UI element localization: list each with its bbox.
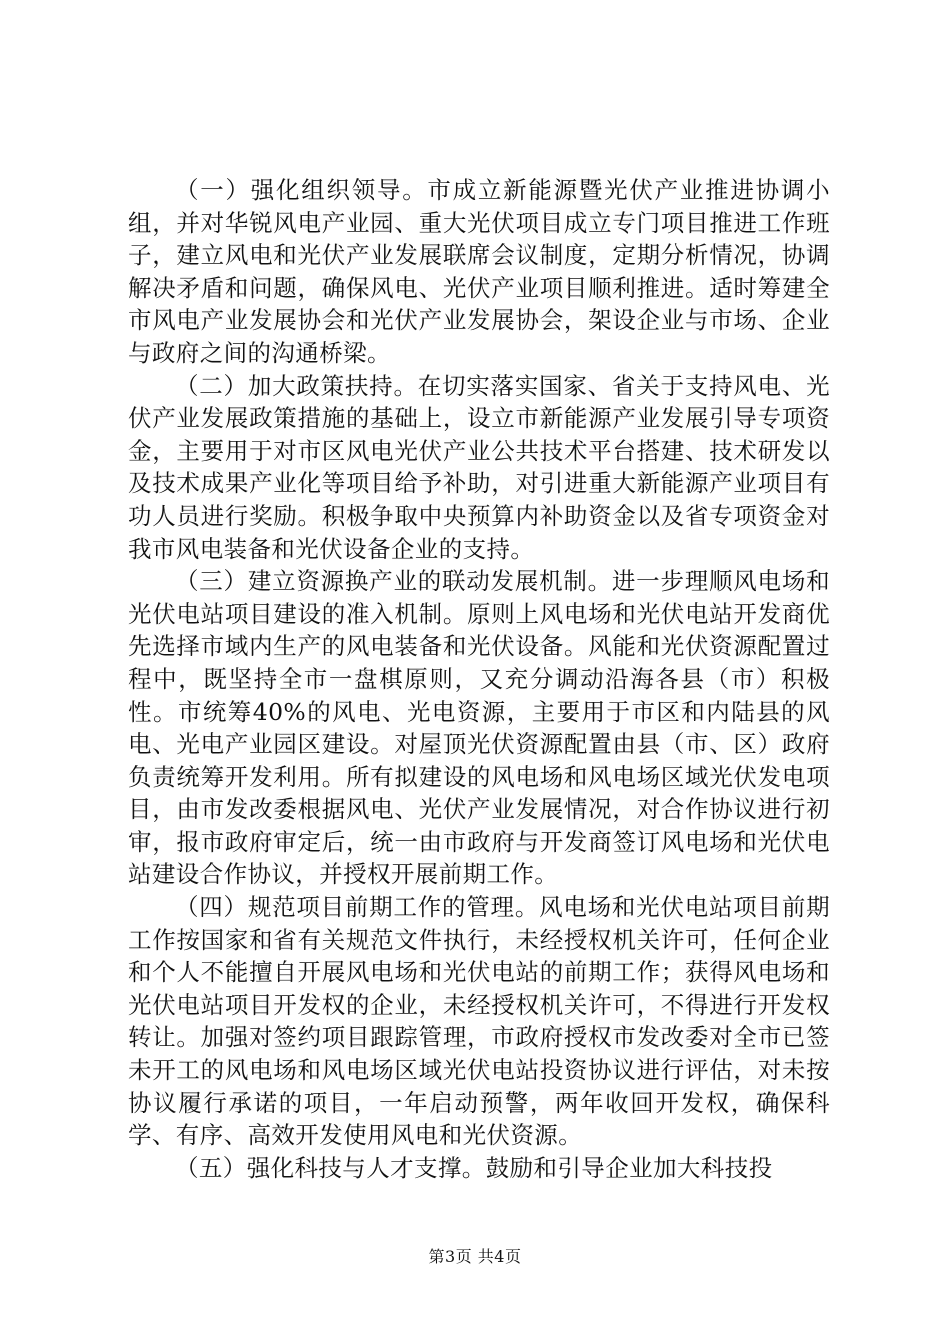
paragraph-organization-leadership: （一）强化组织领导。市成立新能源暨光伏产业推进协调小组，并对华锐风电产业园、重大光伏项目成立专门项目推进工作班子，建立风电和光伏产业发展联席会议制度，定期分析情况，协调解决矛盾和问题，确保风电、光伏产业项目顺利推进。适时筹建全市风电产业发展协会和光伏产业发展协会，架设企业与市场、企业与政府之间的沟通桥梁。	[128, 176, 830, 367]
paragraph-policy-support: （二）加大政策扶持。在切实落实国家、省关于支持风电、光伏产业发展政策措施的基础上，设立市新能源产业发展引导专项资金，主要用于对市区风电光伏产业公共技术平台搭建、技术研发以及技术成果产业化等项目给予补助，对引进重大新能源产业项目有功人员进行奖励。积极争取中央预算内补助资金以及省专项资金对我市风电装备和光伏设备企业的支持。	[128, 371, 830, 563]
page-footer: 第3页 共4页	[428, 1247, 522, 1266]
document-body	[128, 174, 830, 1184]
paragraph-project-management: （四）规范项目前期工作的管理。风电场和光伏电站项目前期工作按国家和省有关规范文件执行，未经授权机关许可，任何企业和个人不能擅自开展风电场和光伏电站的前期工作；获得风电场和光伏电站项目开发权的企业，未经授权机关许可，不得进行开发权转让。加强对签约项目跟踪管理，市政府授权市发改委对全市已签未开工的风电场和风电场区域光伏电站投资协议进行评估，对未按协议履行承诺的项目，一年启动预警，两年收回开发权，确保科学、有序、高效开发使用风电和光伏资源。	[128, 893, 830, 1150]
paragraph-tech-talent-support: （五）强化科技与人才支撑。鼓励和引导企业加大科技投	[175, 1153, 773, 1182]
paragraph-resource-industry-mechanism: （三）建立资源换产业的联动发展机制。进一步理顺风电场和光伏电站项目建设的准入机制。原则上风电场和光伏电站开发商优先选择市域内生产的风电装备和光伏设备。风能和光伏资源配置过程中，既坚持全市一盘棋原则，又充分调动沿海各县（市）积极性。市统筹40%的风电、光电资源，主要用于市区和内陆县的风电、光电产业园区建设。对屋顶光伏资源配置由县（市、区）政府负责统筹开发利用。所有拟建设的风电场和风电场区域光伏发电项目，由市发改委根据风电、光伏产业发展情况，对合作协议进行初审，报市政府审定后，统一由市政府与开发商签订风电场和光伏电站建设合作协议，并授权开展前期工作。	[128, 567, 830, 889]
